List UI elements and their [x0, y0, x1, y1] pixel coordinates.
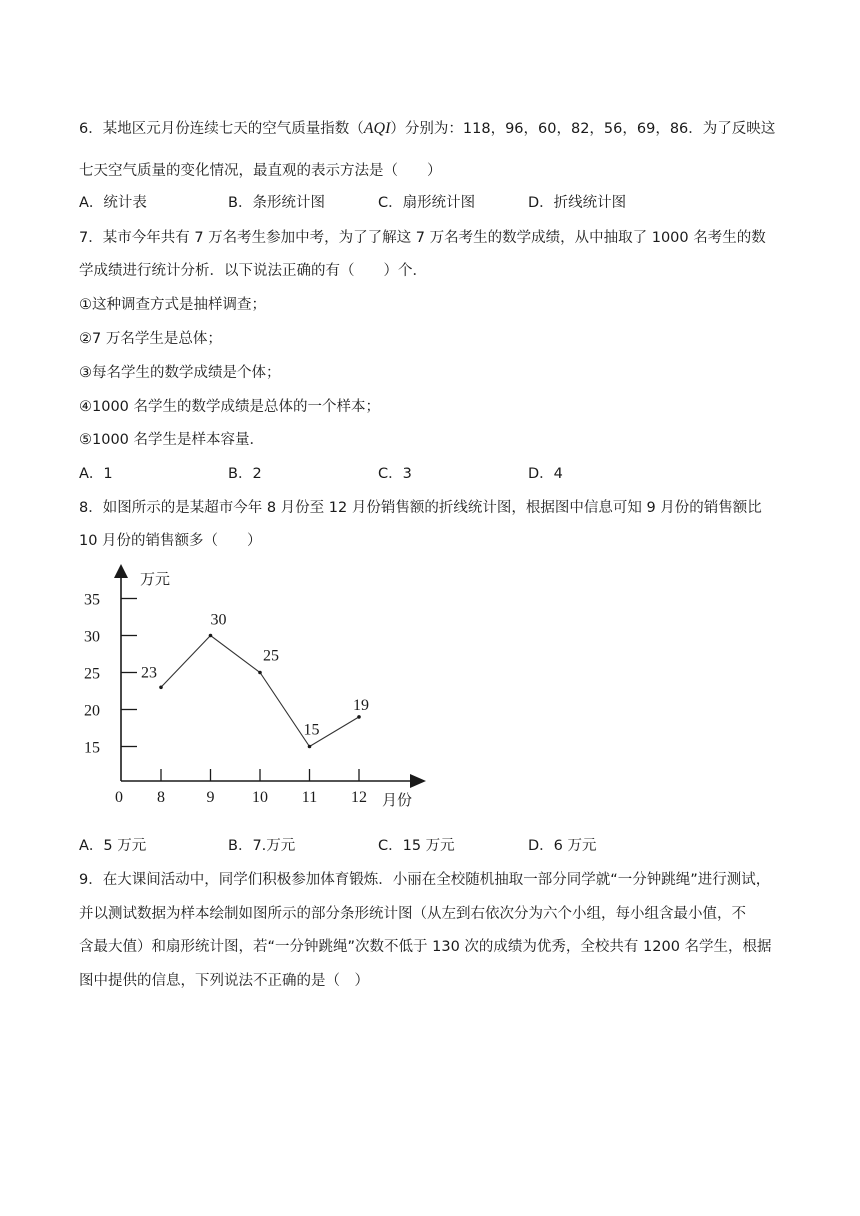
x-tick-label: 8 — [157, 789, 165, 806]
y-tick-label: 15 — [84, 739, 100, 757]
q6-option-d[interactable]: D．折线统计图 — [528, 195, 627, 211]
q8-option-a[interactable]: A．5 万元 — [79, 838, 147, 854]
aqi-symbol: AQI — [363, 120, 391, 137]
y-axis-arrow — [114, 564, 128, 578]
q9-stem-line1: 9．在大课间活动中，同学们积极参加体育锻炼．小丽在全校随机抽取一部分同学就“一分钟跳绳”进行测试， — [79, 872, 771, 888]
q8-option-d[interactable]: D．6 万元 — [528, 838, 597, 854]
q7-option-d[interactable]: D．4 — [528, 466, 563, 482]
y-tick-label: 20 — [84, 702, 100, 720]
q7-statement-1: ①这种调查方式是抽样调查； — [79, 297, 266, 313]
q7-stem-line2: 学成绩进行统计分析．以下说法正确的有（ ）个． — [79, 263, 427, 279]
data-point — [357, 715, 361, 719]
data-point — [209, 634, 213, 638]
q6-option-c[interactable]: C．扇形统计图 — [378, 195, 476, 211]
q8-option-c[interactable]: C．15 万元 — [378, 838, 455, 854]
q7-statement-4: ④1000 名学生的数学成绩是总体的一个样本； — [79, 399, 381, 415]
q7-statement-2: ②7 万名学生是总体； — [79, 331, 222, 347]
q6-stem-line2: 七天空气质量的变化情况，最直观的表示方法是（ ） — [79, 163, 442, 179]
data-label: 19 — [353, 696, 369, 714]
q7-statement-5: ⑤1000 名学生是样本容量． — [79, 432, 265, 448]
q9-stem-line2: 并以测试数据为样本绘制如图所示的部分条形统计图（从左到右依次分为六个小组，每小组含最小值，不 — [79, 906, 746, 922]
y-axis-label: 万元 — [140, 570, 171, 588]
q7-option-c[interactable]: C．3 — [378, 466, 412, 482]
data-label: 23 — [141, 664, 157, 682]
q8-stem-line1: 8．如图所示的是某超市今年 8 月份至 12 月份销售额的折线统计图，根据图中信息可知 9 月份的销售额比 — [79, 500, 762, 516]
q7-stem-line1: 7．某市今年共有 7 万名考生参加中考，为了了解这 7 万名考生的数学成绩，从中抽取了 1000 名考生的数 — [79, 230, 766, 246]
sales-line-chart — [78, 560, 438, 820]
x-tick-label: 9 — [206, 789, 215, 806]
data-label: 15 — [303, 721, 320, 739]
y-tick-label: 30 — [84, 628, 100, 646]
q9-stem-line4: 图中提供的信息，下列说法不正确的是（ ） — [79, 973, 369, 989]
q8-option-b[interactable]: B．7.万元 — [228, 838, 296, 854]
x-axis-arrow — [410, 774, 426, 788]
q6-option-a[interactable]: A．统计表 — [79, 195, 147, 211]
data-points — [141, 612, 369, 749]
x-tick-label: 11 — [301, 789, 318, 806]
x-tick-label: 12 — [351, 789, 367, 806]
q7-option-b[interactable]: B．2 — [228, 466, 262, 482]
data-label: 25 — [263, 647, 279, 665]
q6-stem-line1: 6．某地区元月份连续七天的空气质量指数（AQI）分别为：118，96，60，82，56，69，86．为了反映这 — [79, 120, 776, 137]
data-label: 30 — [210, 611, 227, 629]
q6-option-b[interactable]: B．条形统计图 — [228, 195, 325, 211]
origin-label: 0 — [115, 789, 123, 806]
data-point — [308, 745, 312, 749]
q7-option-a[interactable]: A．1 — [79, 466, 113, 482]
x-tick-label: 10 — [252, 789, 268, 806]
x-ticks — [157, 769, 367, 806]
data-point — [258, 671, 262, 675]
q8-stem-line2: 10 月份的销售额多（ ） — [79, 533, 262, 549]
x-axis-label: 月份 — [382, 791, 413, 809]
q7-statement-3: ③每名学生的数学成绩是个体； — [79, 365, 281, 381]
y-ticks — [84, 592, 137, 757]
sales-series-line — [161, 636, 359, 747]
y-tick-label: 25 — [84, 665, 100, 683]
q9-stem-line3: 含最大值）和扇形统计图，若“一分钟跳绳”次数不低于 130 次的成绩为优秀，全校共有 1200 名学生，根据 — [79, 939, 772, 955]
y-tick-label: 35 — [84, 591, 100, 609]
data-point — [159, 686, 163, 690]
